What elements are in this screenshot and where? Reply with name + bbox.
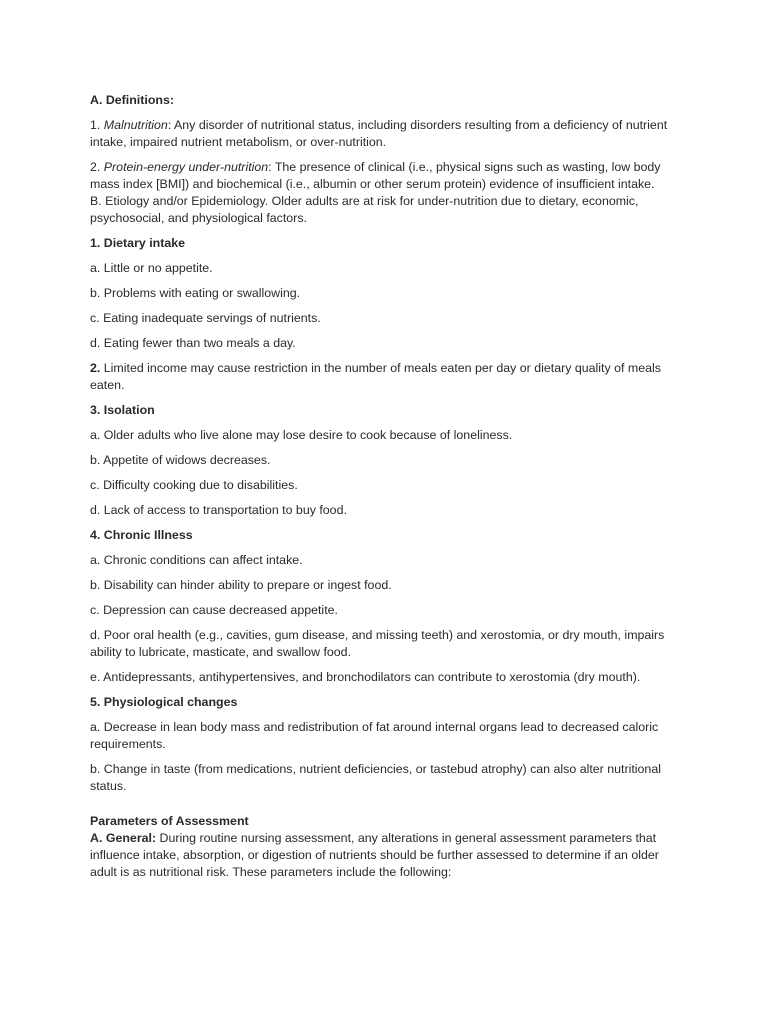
physiological-item-a: a. Decrease in lean body mass and redistribution of fat around internal organs lead to decreased caloric requirements. [90, 720, 659, 751]
malnutrition-definition [90, 117, 668, 151]
dietary-item-c: c. Eating inadequate servings of nutrients. [90, 311, 321, 325]
chronic-item-c: c. Depression can cause decreased appetite. [90, 603, 338, 617]
assessment-general [90, 830, 668, 881]
isolation-item-a: a. Older adults who live alone may lose desire to cook because of loneliness. [90, 428, 513, 442]
dietary-item-d: d. Eating fewer than two meals a day. [90, 336, 296, 350]
assessment-general-text: During routine nursing assessment, any alterations in general assessment parameters that influence intake, absorption, or digestion of nutrients should be further assessed to determine if an older adult is as nutritional risk. These parameters include the following: [90, 831, 659, 879]
pem-number: 2. [90, 160, 104, 174]
pem-term: Protein-energy under-nutrition [103, 160, 269, 174]
chronic-item-d: d. Poor oral health (e.g., cavities, gum disease, and missing teeth) and xerostomia, or dry mouth, impairs ability to lubricate, masticate, and swallow food. [90, 628, 665, 659]
physiological-item-b: b. Change in taste (from medications, nutrient deficiencies, or tastebud atrophy) can also alter nutritional status. [90, 762, 661, 793]
income-paragraph [90, 360, 668, 394]
isolation-item-b: b. Appetite of widows decreases. [90, 453, 271, 467]
pem-definition [90, 159, 668, 227]
dietary-item-a: a. Little or no appetite. [90, 261, 213, 275]
chronic-item-e: e. Antidepressants, antihypertensives, and bronchodilators can contribute to xerostomia (dry mouth). [90, 670, 641, 684]
malnutrition-term: Malnutrition [103, 118, 168, 132]
chronic-heading: 4. Chronic Illness [90, 528, 193, 542]
income-text: Limited income may cause restriction in the number of meals eaten per day or dietary quality of meals eaten. [90, 361, 661, 392]
dietary-heading: 1. Dietary intake [90, 236, 186, 250]
assessment-general-label: A. General: [90, 831, 157, 845]
malnutrition-text: : Any disorder of nutritional status, including disorders resulting from a deficiency of nutrient intake, impaired nutrient metabolism, or over-nutrition. [90, 118, 668, 149]
pem-text: : The presence of clinical (i.e., physical signs such as wasting, low body mass index [BMI]) and biochemical (i.e., albumin or other serum protein) evidence of insufficient intake. B. Etiology and/or Epidemiology. Older adults are at risk for under-nutrition due to dietary, economic, psychosocial, and physiological factors. [90, 160, 661, 225]
isolation-item-d: d. Lack of access to transportation to buy food. [90, 503, 347, 517]
dietary-item-b: b. Problems with eating or swallowing. [90, 286, 301, 300]
isolation-heading: 3. Isolation [90, 403, 155, 417]
malnutrition-number: 1. [90, 118, 104, 132]
physiological-heading: 5. Physiological changes [90, 695, 238, 709]
section-spacer [90, 803, 668, 813]
definitions-heading: A. Definitions: [90, 93, 174, 107]
income-number: 2. [90, 361, 101, 375]
chronic-item-b: b. Disability can hinder ability to prepare or ingest food. [90, 578, 392, 592]
assessment-heading: Parameters of Assessment [90, 814, 249, 828]
isolation-item-c: c. Difficulty cooking due to disabilities. [90, 478, 298, 492]
chronic-item-a: a. Chronic conditions can affect intake. [90, 553, 303, 567]
